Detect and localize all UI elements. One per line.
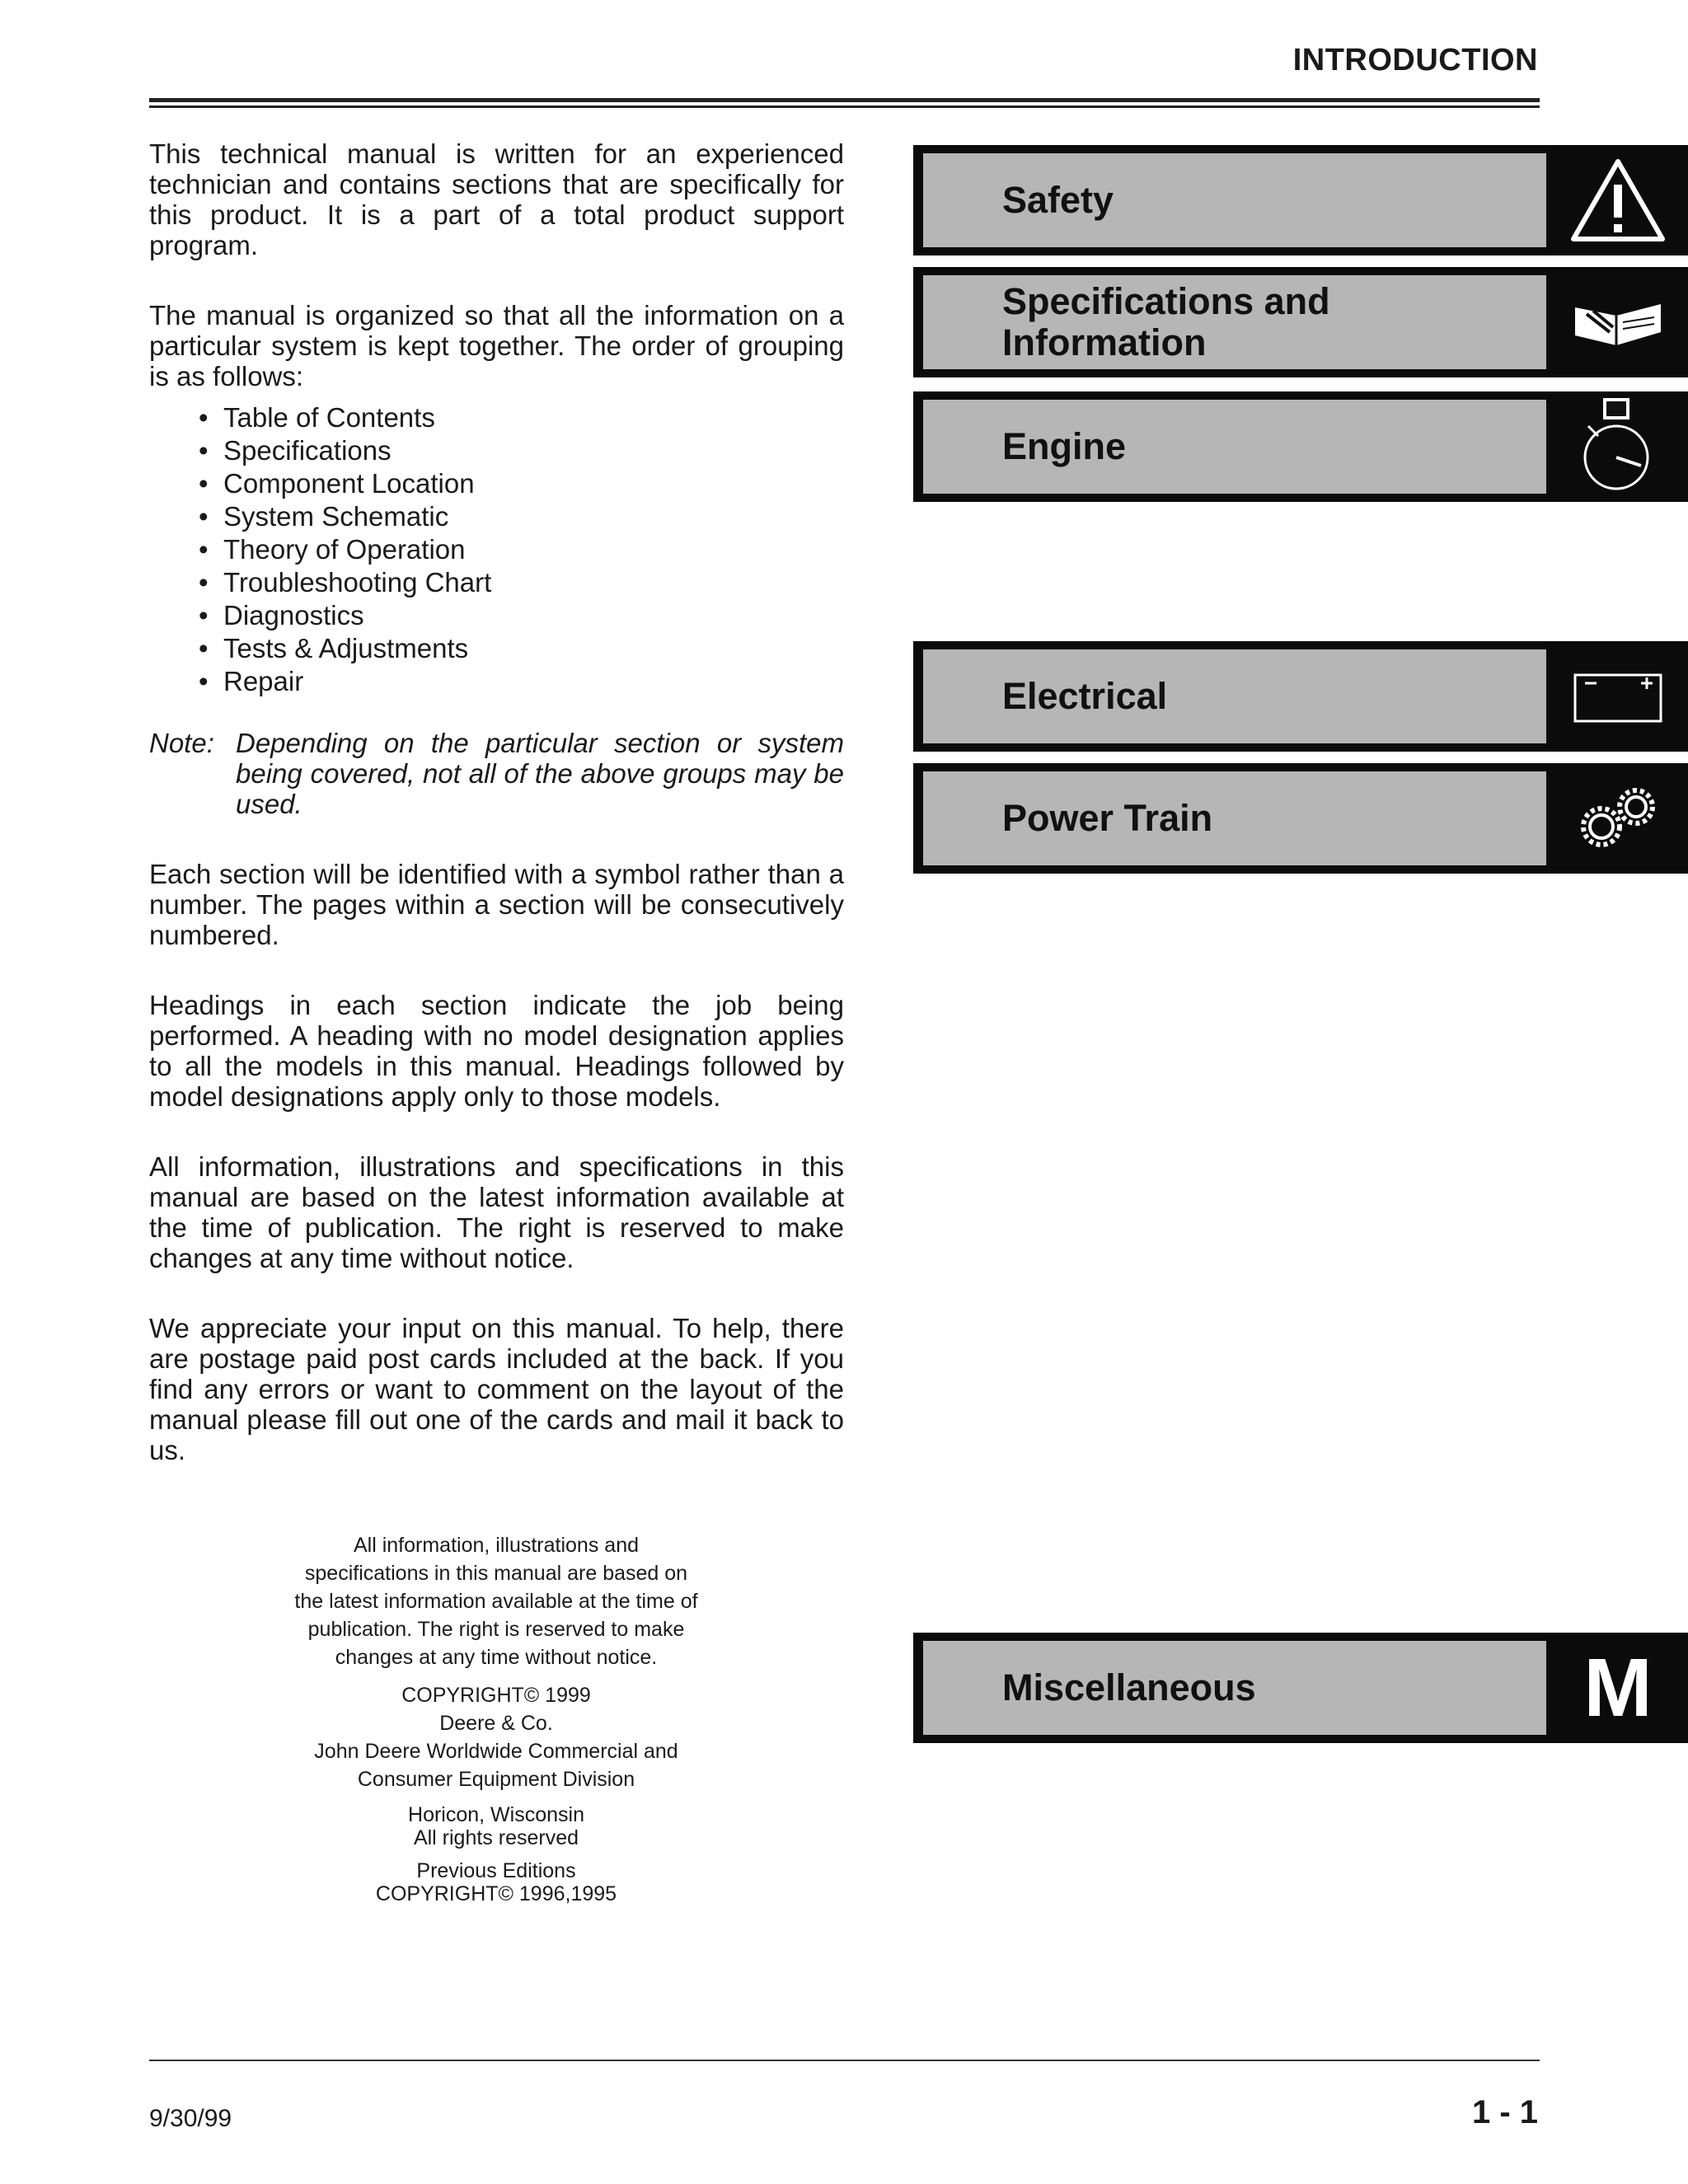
disclaimer-line: the latest information available at the time of xyxy=(294,1590,698,1613)
section-tab-specifications[interactable] xyxy=(913,267,1688,377)
list-item: • Table of Contents xyxy=(199,401,844,434)
disclaimer xyxy=(247,1531,745,1671)
section-tab-electrical[interactable] xyxy=(913,641,1688,752)
intro-paragraph: All information, illustrations and specifications in this manual are based on the latest information available at the time of publication. The right is reserved to make changes at any time without notice. xyxy=(149,1151,844,1273)
list-item: • Diagnostics xyxy=(199,599,844,632)
section-label: Engine xyxy=(1002,425,1127,467)
section-tab-miscellaneous[interactable] xyxy=(913,1633,1688,1743)
list-item: • Tests & Adjustments xyxy=(199,632,844,665)
previous-editions xyxy=(247,1859,745,1905)
section-tab-engine[interactable] xyxy=(913,391,1688,502)
grouping-list xyxy=(149,401,844,698)
footer-divider xyxy=(149,2060,1540,2061)
section-label: Safety xyxy=(1002,179,1114,221)
page-title: INTRODUCTION xyxy=(1292,43,1538,77)
intro-paragraph: The manual is organized so that all the information on a particular system is kept together. The order of grouping is as follows: xyxy=(149,300,844,391)
disclaimer-line: All information, illustrations and xyxy=(354,1534,639,1557)
section-tab-power-train[interactable] xyxy=(913,763,1688,874)
note-label: Note: xyxy=(149,728,214,758)
note xyxy=(149,728,844,819)
footer-date: 9/30/99 xyxy=(149,2105,232,2132)
disclaimer-line: specifications in this manual are based on xyxy=(304,1562,688,1585)
section-label: Power Train xyxy=(1002,797,1213,839)
battery-icon xyxy=(1548,641,1688,752)
intro-text xyxy=(149,138,844,1505)
open-book-icon xyxy=(1548,267,1688,377)
section-tab-safety[interactable] xyxy=(913,145,1688,255)
disclaimer-line: changes at any time without notice. xyxy=(335,1646,658,1669)
page-number: 1 - 1 xyxy=(1471,2094,1538,2130)
copyright-line: COPYRIGHT© 1999 xyxy=(401,1684,591,1707)
list-item: • Theory of Operation xyxy=(199,533,844,566)
letter-m-icon xyxy=(1548,1633,1688,1743)
header-divider xyxy=(149,98,1540,108)
section-label: Specifications and Information xyxy=(1002,280,1330,363)
copyright-line: Horicon, Wisconsin xyxy=(408,1803,584,1826)
copyright-line: Previous Editions xyxy=(416,1859,576,1882)
copyright-line: COPYRIGHT© 1996,1995 xyxy=(375,1882,617,1905)
intro-paragraph: Headings in each section indicate the job being performed. A heading with no model designation applies to all the models in this manual. Headings followed by model designations apply only to those models. xyxy=(149,990,844,1112)
letter-m-glyph: M xyxy=(1583,1642,1653,1734)
copyright-line: All rights reserved xyxy=(413,1826,579,1849)
disclaimer-line: publication. The right is reserved to make xyxy=(307,1618,685,1641)
list-item: • Troubleshooting Chart xyxy=(199,566,844,599)
copyright-line: John Deere Worldwide Commercial and xyxy=(314,1740,678,1763)
list-item: • Repair xyxy=(199,665,844,698)
copyright-line: Consumer Equipment Division xyxy=(357,1768,635,1791)
intro-paragraph: Each section will be identified with a symbol rather than a number. The pages within a section will be consecutively numbered. xyxy=(149,859,844,950)
list-item: • Component Location xyxy=(199,467,844,500)
intro-paragraph: We appreciate your input on this manual. To help, there are postage paid post cards included at the back. If you find any errors or want to comment on the layout of the manual please fill out one of the cards and mail it back to us. xyxy=(149,1313,844,1465)
section-label: Miscellaneous xyxy=(1002,1666,1256,1708)
warning-triangle-icon xyxy=(1548,145,1688,255)
intro-paragraph: This technical manual is written for an experienced technician and contains sections that are specifically for this product. It is a part of a total product support program. xyxy=(149,138,844,260)
copyright-owner xyxy=(247,1681,745,1793)
list-item: • Specifications xyxy=(199,434,844,467)
copyright-location xyxy=(247,1803,745,1849)
section-label: Electrical xyxy=(1002,675,1168,717)
gears-icon xyxy=(1548,763,1688,874)
engine-gauge-icon xyxy=(1548,391,1688,502)
note-text: Depending on the particular section or system being covered, not all of the above groups may be used. xyxy=(236,728,844,819)
list-item: • System Schematic xyxy=(199,500,844,533)
copyright-block xyxy=(247,1531,745,1905)
copyright-line: Deere & Co. xyxy=(439,1712,553,1735)
